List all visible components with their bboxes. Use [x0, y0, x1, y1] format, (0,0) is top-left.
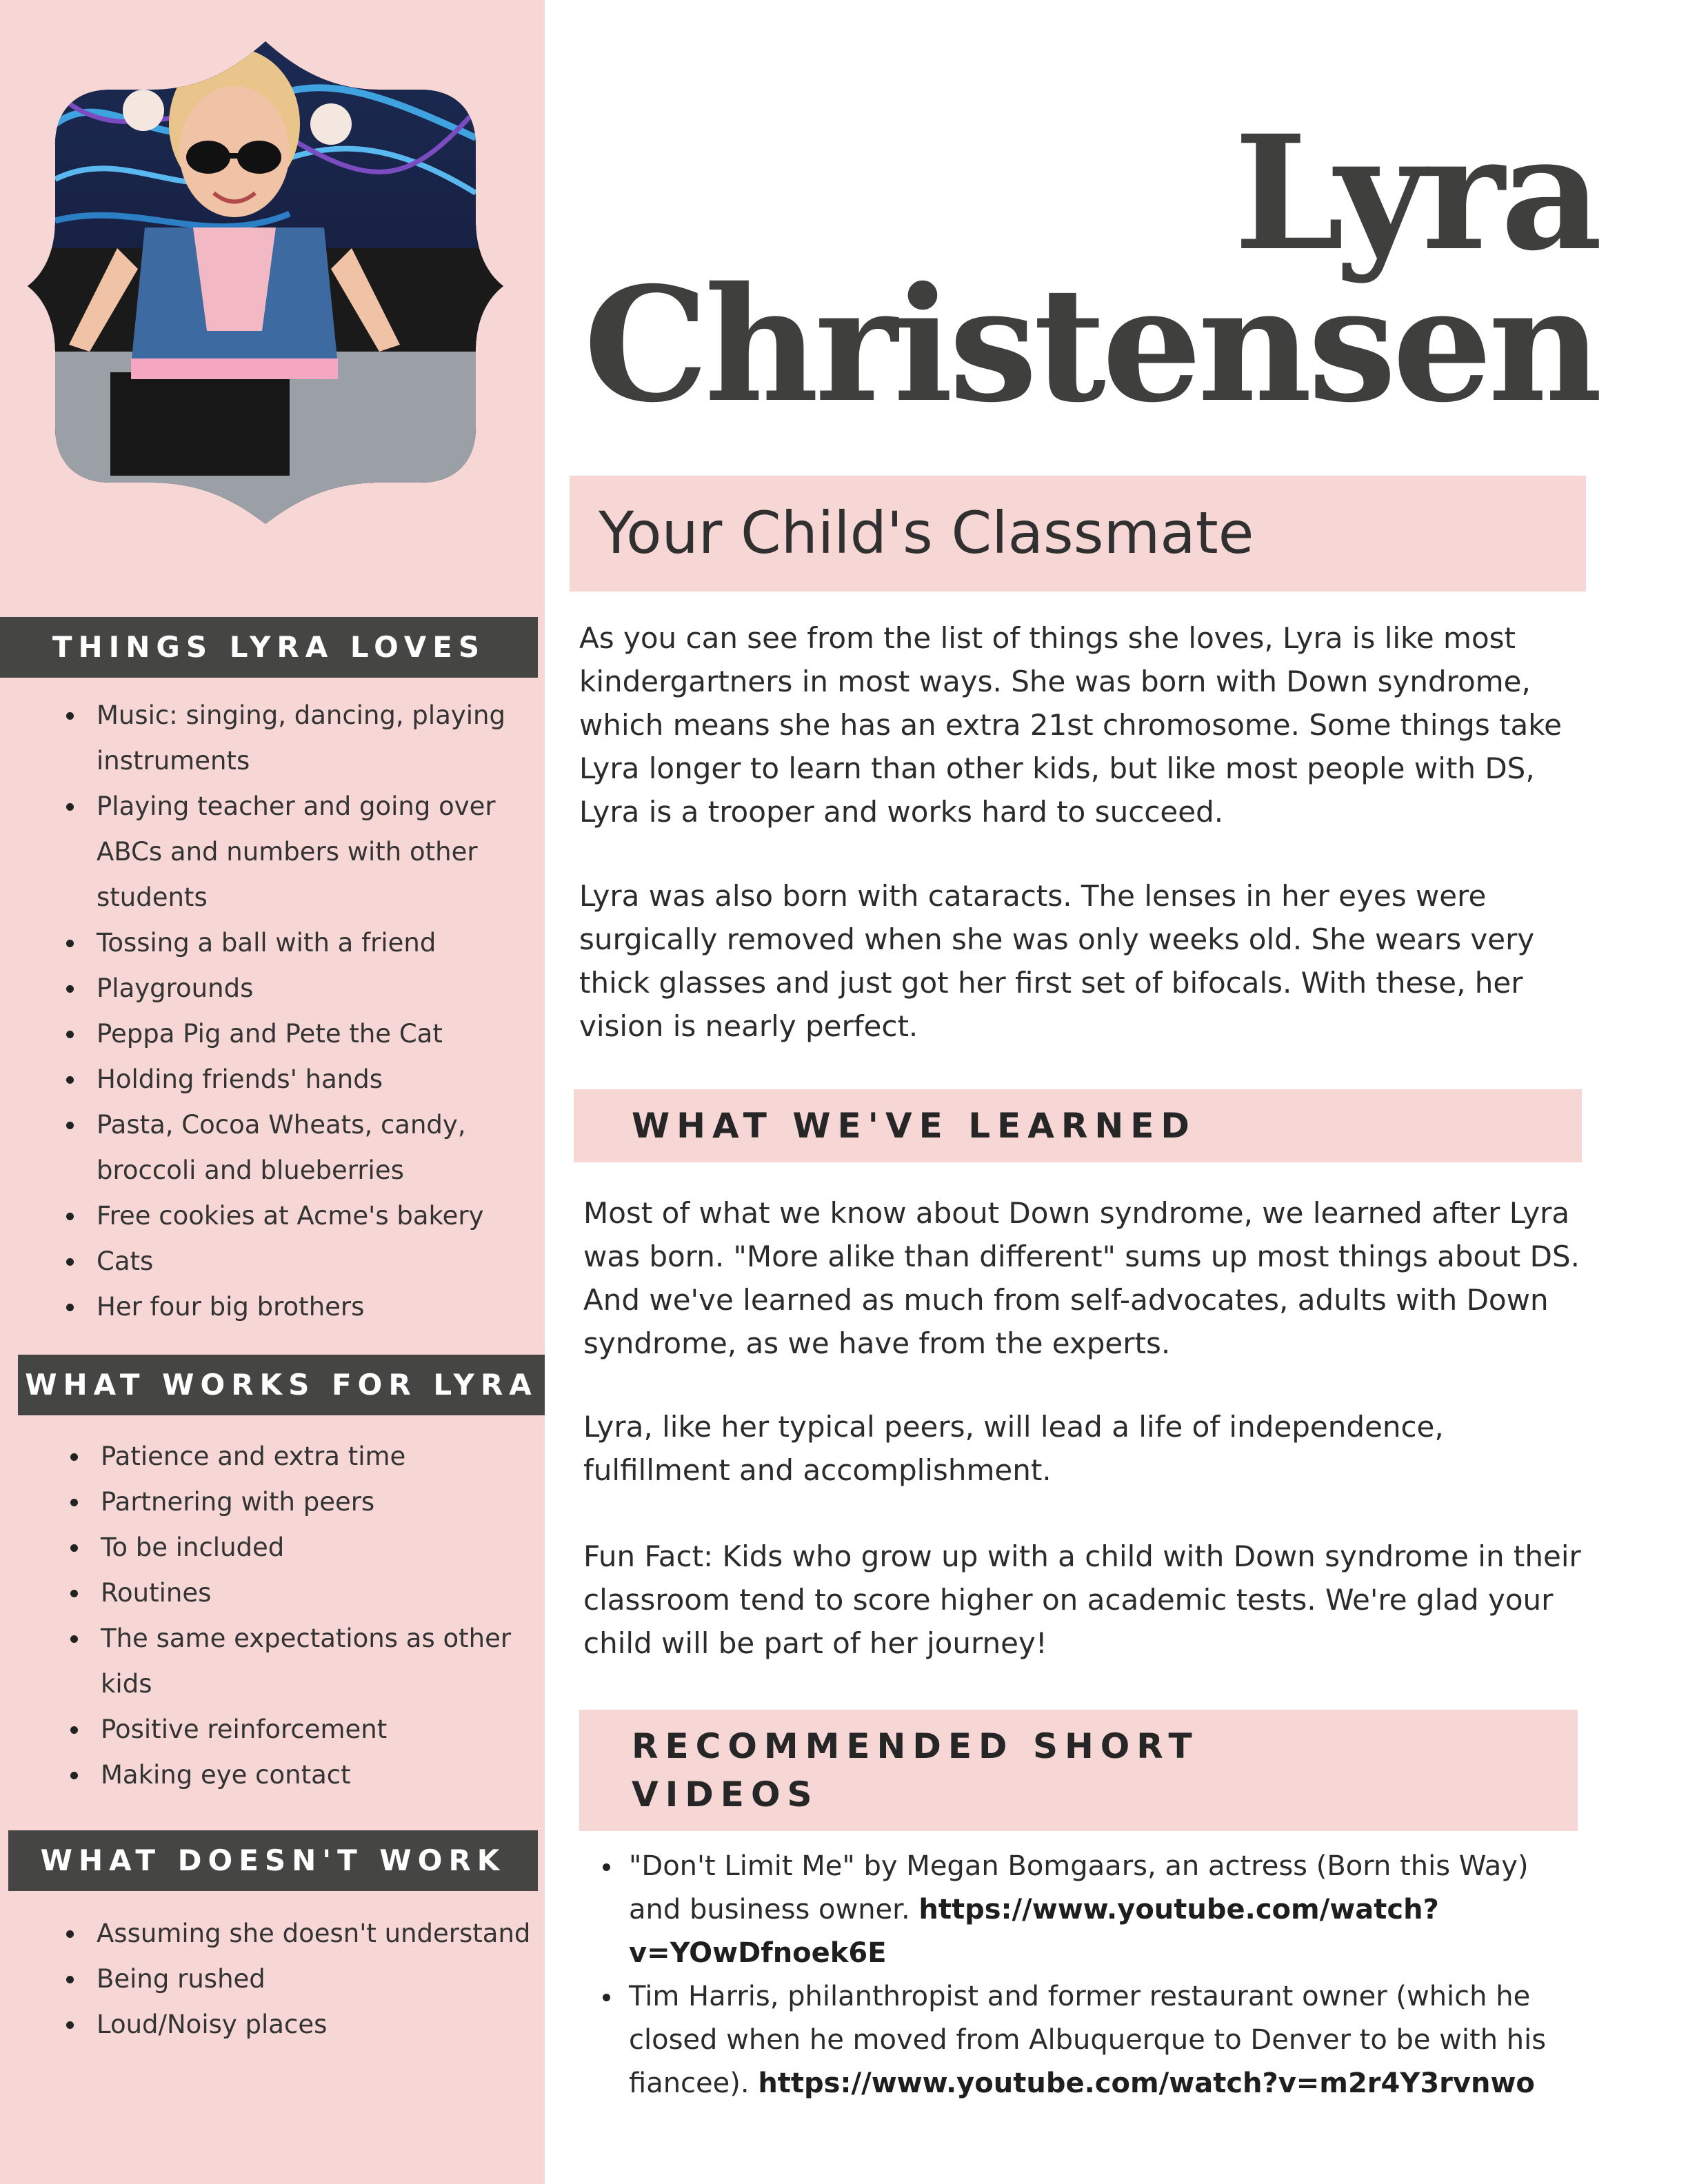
video-description: "Don't Limit Me" by Megan Bomgaars, an actress (Born this Way) and business owner. — [629, 1850, 1529, 1925]
subtitle-band — [570, 476, 1586, 592]
what-works-list — [66, 1434, 514, 1798]
what-works-heading: WHAT WORKS FOR LYRA — [18, 1355, 545, 1415]
list-item: Patience and extra time — [66, 1434, 514, 1479]
page-subtitle: Your Child's Classmate — [599, 499, 1254, 567]
what-doesnt-work-list — [62, 1911, 531, 2048]
list-item: Making eye contact — [66, 1752, 514, 1798]
video-description: Tim Harris, philanthropist and former restaurant owner (which he closed when he moved from Albuquerque to Denver to be with his fiancee). — [629, 1981, 1547, 2099]
list-item: Partnering with peers — [66, 1479, 514, 1525]
child-portrait-photo — [28, 41, 503, 524]
list-item: To be included — [66, 1525, 514, 1570]
list-item: Cats — [62, 1239, 510, 1284]
list-item: The same expectations as other kids — [66, 1616, 514, 1707]
videos-heading — [632, 1722, 1199, 1819]
intro-paragraph-2: Lyra was also born with cataracts. The lenses in her eyes were surgically removed when she was only weeks old. She wears very thick glasses and just got her first set of bifocals. With these, her vision is nearly perfect. — [579, 879, 1535, 1043]
list-item: Music: singing, dancing, playing instruments — [62, 693, 510, 784]
list-item: Playing teacher and going over ABCs and numbers with other students — [62, 784, 510, 920]
list-item: Routines — [66, 1570, 514, 1616]
video-item — [593, 1975, 1572, 2105]
videos-band — [579, 1710, 1578, 1831]
list-item: Assuming she doesn't understand — [62, 1911, 531, 1957]
learned-paragraph-3: Fun Fact: Kids who grow up with a child with Down syndrome in their classroom tend to score higher on academic tests. We're glad your child will be part of her journey! — [583, 1539, 1581, 1660]
sidebar — [0, 0, 545, 2184]
video-list — [593, 1845, 1572, 2105]
things-lyra-loves-heading: THINGS LYRA LOVES — [0, 617, 538, 678]
list-item: Being rushed — [62, 1957, 531, 2002]
video-link[interactable]: https://www.youtube.com/watch?v=YOwDfnoek6E — [629, 1894, 1439, 1969]
list-item: Tossing a ball with a friend — [62, 920, 510, 966]
list-item: Pasta, Cocoa Wheats, candy, broccoli and blueberries — [62, 1102, 510, 1193]
videos-heading-line-2: VIDEOS — [632, 1775, 819, 1814]
learned-heading: WHAT WE'VE LEARNED — [632, 1106, 1196, 1146]
video-link[interactable]: https://www.youtube.com/watch?v=m2r4Y3rvnwo — [758, 2067, 1535, 2099]
list-item: Loud/Noisy places — [62, 2002, 531, 2048]
list-item: Free cookies at Acme's bakery — [62, 1193, 510, 1239]
videos-heading-line-1: RECOMMENDED SHORT — [632, 1726, 1199, 1766]
video-item — [593, 1845, 1572, 1975]
student-name — [583, 101, 1598, 437]
learned-paragraph-1: Most of what we know about Down syndrome, we learned after Lyra was born. "More alike than different" sums up most things about DS. And we've learned as much from self-advocates, adults with Down syndrome, as we have from the experts. — [583, 1196, 1580, 1360]
learned-paragraph-2: Lyra, like her typical peers, will lead a life of independence, fulfillment and accomplishment. — [583, 1410, 1444, 1487]
list-item: Her four big brothers — [62, 1284, 510, 1330]
learned-band — [574, 1089, 1582, 1162]
intro-paragraph-1: As you can see from the list of things she loves, Lyra is like most kindergartners in most ways. She was born with Down syndrome, which means she has an extra 21st chromosome. Some things take Lyra longer to learn than other kids, but like most people with DS, Lyra is a trooper and works hard to succeed. — [579, 621, 1562, 829]
what-doesnt-work-heading: WHAT DOESN'T WORK — [8, 1830, 538, 1891]
first-name: Lyra — [1234, 101, 1598, 285]
list-item: Playgrounds — [62, 966, 510, 1011]
things-lyra-loves-list — [62, 693, 510, 1330]
list-item: Holding friends' hands — [62, 1057, 510, 1102]
list-item: Peppa Pig and Pete the Cat — [62, 1011, 510, 1057]
list-item: Positive reinforcement — [66, 1707, 514, 1752]
last-name: Christensen — [583, 252, 1598, 437]
